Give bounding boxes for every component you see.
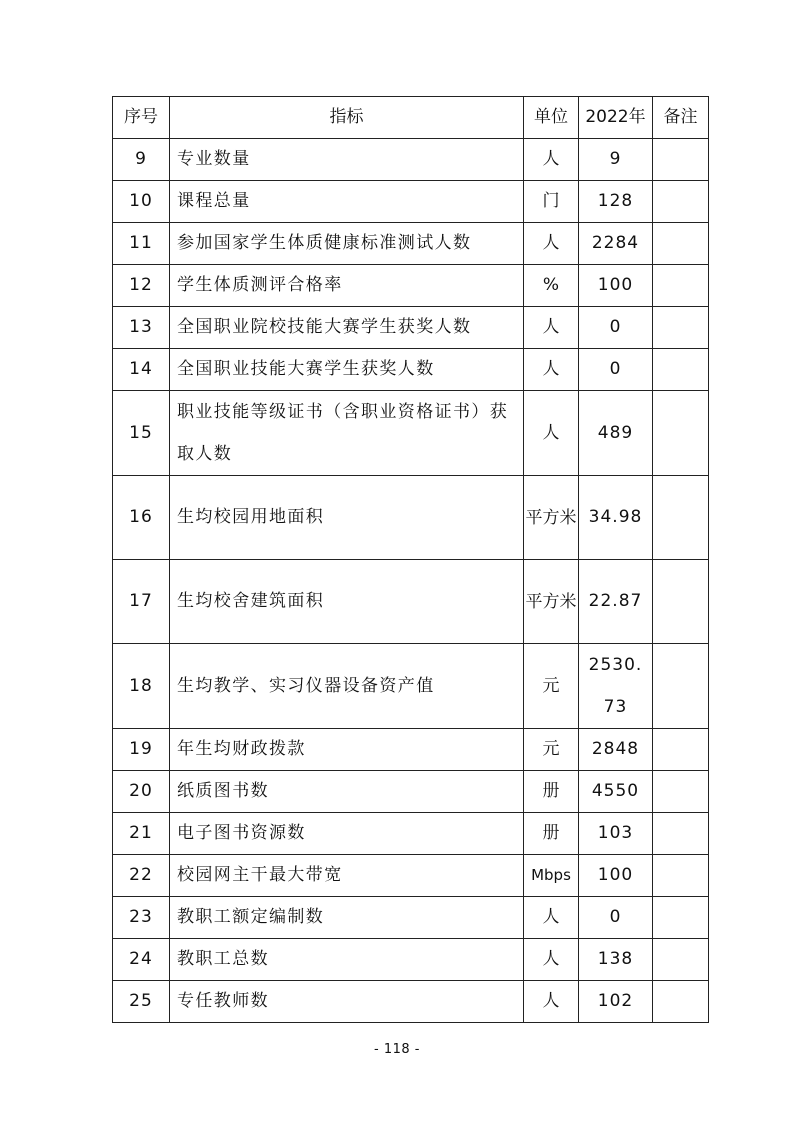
row-indicator: 年生均财政拨款 xyxy=(170,729,524,771)
row-note xyxy=(653,939,709,981)
row-value: 9 xyxy=(579,139,653,181)
row-note xyxy=(653,897,709,939)
row-indicator: 职业技能等级证书（含职业资格证书）获取人数 xyxy=(170,391,524,476)
row-indicator: 参加国家学生体质健康标准测试人数 xyxy=(170,223,524,265)
row-no: 17 xyxy=(113,560,170,644)
row-indicator: 教职工额定编制数 xyxy=(170,897,524,939)
row-unit: Mbps xyxy=(524,855,579,897)
row-value: 0 xyxy=(579,307,653,349)
table-row xyxy=(113,391,709,476)
row-value: 103 xyxy=(579,813,653,855)
table-row xyxy=(113,729,709,771)
row-no: 23 xyxy=(113,897,170,939)
row-indicator: 生均教学、实习仪器设备资产值 xyxy=(170,644,524,729)
row-value: 100 xyxy=(579,855,653,897)
table-row xyxy=(113,181,709,223)
row-note xyxy=(653,476,709,560)
row-note xyxy=(653,349,709,391)
row-value: 4550 xyxy=(579,771,653,813)
row-unit: 人 xyxy=(524,981,579,1023)
row-unit: 门 xyxy=(524,181,579,223)
row-note xyxy=(653,981,709,1023)
row-value: 100 xyxy=(579,265,653,307)
row-value: 138 xyxy=(579,939,653,981)
indicator-table xyxy=(112,96,709,1023)
row-value: 2530.73 xyxy=(579,644,653,729)
row-note xyxy=(653,181,709,223)
table-header-row xyxy=(113,97,709,139)
row-indicator: 电子图书资源数 xyxy=(170,813,524,855)
row-unit: 人 xyxy=(524,223,579,265)
row-unit: 册 xyxy=(524,813,579,855)
table-row xyxy=(113,813,709,855)
row-unit: 人 xyxy=(524,349,579,391)
row-no: 21 xyxy=(113,813,170,855)
row-indicator: 教职工总数 xyxy=(170,939,524,981)
row-unit: 人 xyxy=(524,897,579,939)
table-row xyxy=(113,265,709,307)
table-row xyxy=(113,476,709,560)
table-row xyxy=(113,307,709,349)
row-note xyxy=(653,223,709,265)
table-row xyxy=(113,349,709,391)
header-no: 序号 xyxy=(113,97,170,139)
row-unit: 人 xyxy=(524,307,579,349)
row-value: 0 xyxy=(579,897,653,939)
row-note xyxy=(653,560,709,644)
table-row xyxy=(113,644,709,729)
row-note xyxy=(653,729,709,771)
row-no: 19 xyxy=(113,729,170,771)
table-row xyxy=(113,855,709,897)
row-indicator: 校园网主干最大带宽 xyxy=(170,855,524,897)
row-no: 15 xyxy=(113,391,170,476)
row-value: 102 xyxy=(579,981,653,1023)
row-note xyxy=(653,307,709,349)
row-no: 13 xyxy=(113,307,170,349)
row-no: 14 xyxy=(113,349,170,391)
row-value: 34.98 xyxy=(579,476,653,560)
row-note xyxy=(653,139,709,181)
table-row xyxy=(113,139,709,181)
table-row xyxy=(113,560,709,644)
row-value: 22.87 xyxy=(579,560,653,644)
row-no: 12 xyxy=(113,265,170,307)
header-indicator: 指标 xyxy=(170,97,524,139)
row-indicator: 生均校舍建筑面积 xyxy=(170,560,524,644)
row-value: 0 xyxy=(579,349,653,391)
row-note xyxy=(653,771,709,813)
table-row xyxy=(113,939,709,981)
row-unit: 平方米 xyxy=(524,560,579,644)
row-note xyxy=(653,855,709,897)
row-indicator: 课程总量 xyxy=(170,181,524,223)
row-unit: 人 xyxy=(524,139,579,181)
row-indicator: 纸质图书数 xyxy=(170,771,524,813)
row-value: 489 xyxy=(579,391,653,476)
row-no: 22 xyxy=(113,855,170,897)
row-value: 128 xyxy=(579,181,653,223)
header-year: 2022年 xyxy=(579,97,653,139)
row-indicator: 专任教师数 xyxy=(170,981,524,1023)
row-unit: 元 xyxy=(524,644,579,729)
row-value: 2284 xyxy=(579,223,653,265)
row-no: 9 xyxy=(113,139,170,181)
row-no: 16 xyxy=(113,476,170,560)
row-unit: 人 xyxy=(524,939,579,981)
row-unit: 册 xyxy=(524,771,579,813)
row-no: 10 xyxy=(113,181,170,223)
row-no: 11 xyxy=(113,223,170,265)
table-row xyxy=(113,981,709,1023)
row-no: 18 xyxy=(113,644,170,729)
header-note: 备注 xyxy=(653,97,709,139)
row-unit: 平方米 xyxy=(524,476,579,560)
row-unit: 人 xyxy=(524,391,579,476)
row-note xyxy=(653,391,709,476)
row-value: 2848 xyxy=(579,729,653,771)
row-note xyxy=(653,813,709,855)
table-row xyxy=(113,897,709,939)
row-unit: 元 xyxy=(524,729,579,771)
row-indicator: 专业数量 xyxy=(170,139,524,181)
row-unit: % xyxy=(524,265,579,307)
row-no: 20 xyxy=(113,771,170,813)
row-indicator: 全国职业技能大赛学生获奖人数 xyxy=(170,349,524,391)
row-indicator: 全国职业院校技能大赛学生获奖人数 xyxy=(170,307,524,349)
row-note xyxy=(653,644,709,729)
row-note xyxy=(653,265,709,307)
table-row xyxy=(113,223,709,265)
row-no: 24 xyxy=(113,939,170,981)
row-indicator: 生均校园用地面积 xyxy=(170,476,524,560)
row-no: 25 xyxy=(113,981,170,1023)
page-number: - 118 - xyxy=(374,1042,420,1057)
table-row xyxy=(113,771,709,813)
header-unit: 单位 xyxy=(524,97,579,139)
row-indicator: 学生体质测评合格率 xyxy=(170,265,524,307)
